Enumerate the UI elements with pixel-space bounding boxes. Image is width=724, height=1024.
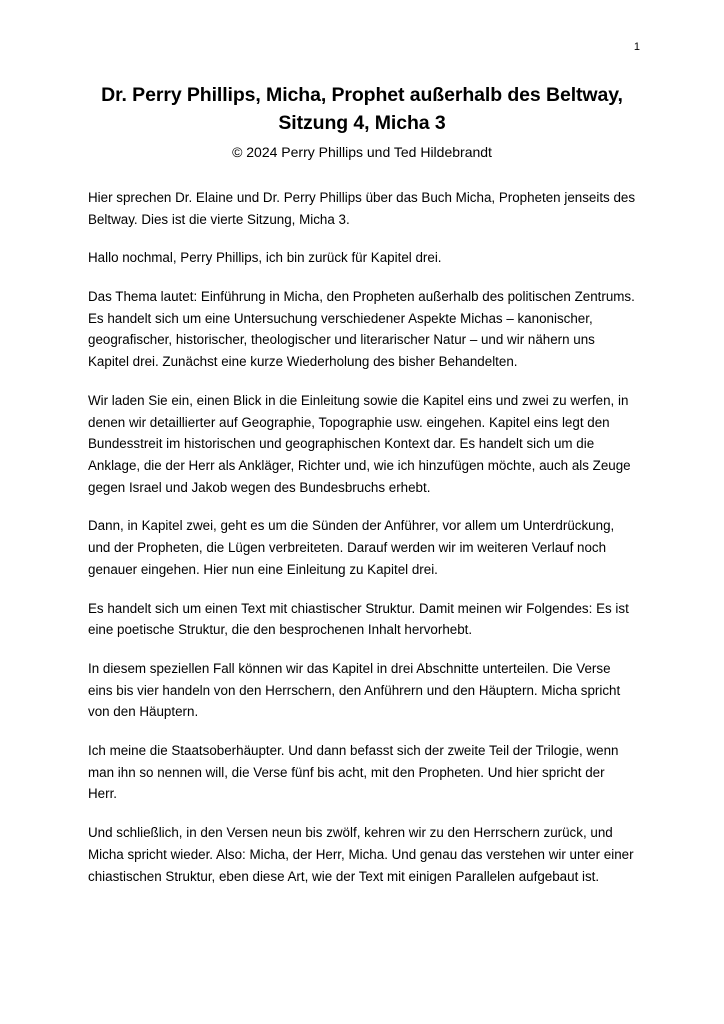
paragraph: Ich meine die Staatsoberhäupter. Und dann befasst sich der zweite Teil der Trilogie, wenn man ihn so nennen will, die Verse fünf bis acht, mit den Propheten. Und hier spricht der Herr.: [88, 743, 619, 802]
paragraph: Das Thema lautet: Einführung in Micha, den Propheten außerhalb des politischen Zentrums. Es handelt sich um eine Untersuchung verschiedener Aspekte Michas – kanonischer, geografischer, historischer, theologischer und literarischer Natur – und wir nähern uns Kapitel drei. Zunächst eine kurze Wiederholung des bisher Behandelten.: [88, 289, 635, 370]
page-number: 1: [633, 41, 640, 53]
copyright-line: © 2024 Perry Phillips und Ted Hildebrandt: [232, 144, 492, 161]
paragraph: In diesem speziellen Fall können wir das Kapitel in drei Abschnitte unterteilen. Die Verse eins bis vier handeln von den Herrschern, den Anführern und den Häuptern. Micha spricht von den Häuptern.: [88, 660, 621, 720]
paragraph: Wir laden Sie ein, einen Blick in die Einleitung sowie die Kapitel eins und zwei zu werfen, in denen wir detaillierter auf Geographie, Topographie usw. eingehen. Kapitel eins legt den Bundesstreit im historischen und geographischen Kontext dar. Es handelt sich um die Anklage, die der Herr als Ankläger, Richter und, wie ich hinzufügen möchte, auch als Zeuge gegen Israel und Jakob wegen des Bundesbruchs erhebt.: [88, 392, 631, 495]
paragraph: Hallo nochmal, Perry Phillips, ich bin zurück für Kapitel drei.: [88, 250, 442, 266]
paragraph: Es handelt sich um einen Text mit chiastischer Struktur. Damit meinen wir Folgendes: Es ist eine poetische Struktur, die den besprochenen Inhalt hervorhebt.: [88, 600, 629, 638]
paragraph: Hier sprechen Dr. Elaine und Dr. Perry Phillips über das Buch Micha, Propheten jenseits des Beltway. Dies ist die vierte Sitzung, Micha 3.: [88, 189, 636, 227]
body-text: [88, 187, 636, 887]
page-title: Dr. Perry Phillips, Micha, Prophet außerhalb des Beltway, Sitzung 4, Micha 3: [101, 84, 623, 134]
paragraph: Dann, in Kapitel zwei, geht es um die Sünden der Anführer, vor allem um Unterdrückung, und der Propheten, die Lügen verbreiteten. Darauf werden wir im weiteren Verlauf noch genauer eingehen. Hier nun eine Einleitung zu Kapitel drei.: [88, 518, 615, 577]
paragraph: Und schließlich, in den Versen neun bis zwölf, kehren wir zu den Herrschern zurück, und Micha spricht wieder. Also: Micha, der Herr, Micha. Und genau das verstehen wir unter einer chiastischen Struktur, eben diese Art, wie der Text mit einigen Parallelen aufgebaut ist.: [88, 825, 634, 884]
